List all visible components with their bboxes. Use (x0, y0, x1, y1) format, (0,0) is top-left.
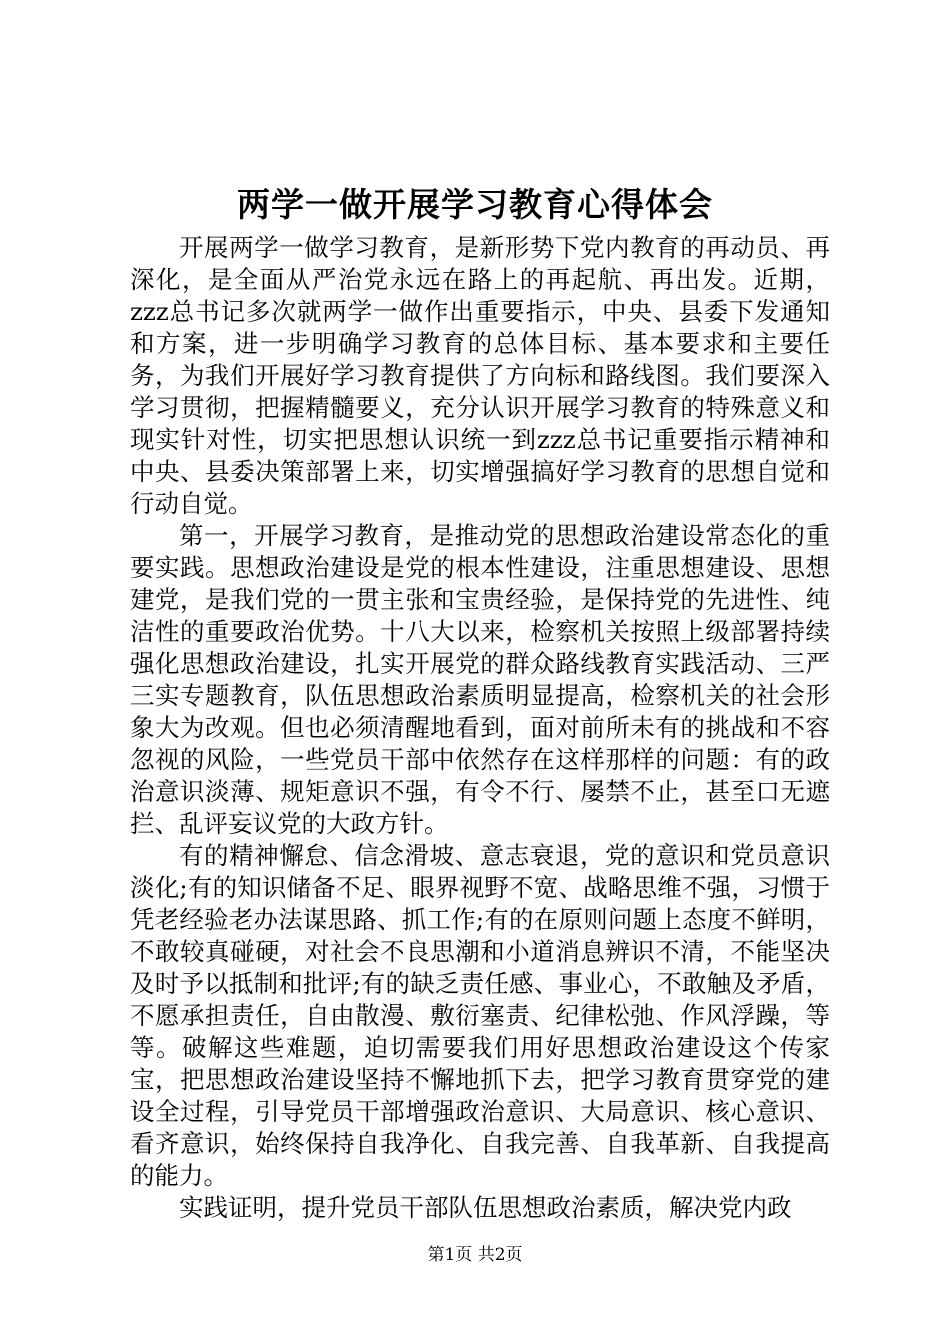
paragraph-2: 第一，开展学习教育，是推动党的思想政治建设常态化的重要实践。思想政治建设是党的根本性建设，注重思想建设、思想建党，是我们党的一贯主张和宝贵经验，是保持党的先进性、纯洁性的重要政治优势。十八大以来，检察机关按照上级部署持续强化思想政治建设，扎实开展党的群众路线教育实践活动、三严三实专题教育，队伍思想政治素质明显提高，检察机关的社会形象大为改观。但也必须清醒地看到，面对前所未有的挑战和不容忽视的风险，一些党员干部中依然存在这样那样的问题：有的政治意识淡薄、规矩意识不强，有令不行、屡禁不止，甚至口无遮拦、乱评妄议党的大政方针。 (130, 521, 830, 838)
document-body (130, 232, 830, 1224)
paragraph-1: 开展两学一做学习教育，是新形势下党内教育的再动员、再深化，是全面从严治党永远在路上的再起航、再出发。近期，zzz总书记多次就两学一做作出重要指示，中央、县委下发通知和方案，进一步明确学习教育的总体目标、基本要求和主要任务，为我们开展好学习教育提供了方向标和路线图。我们要深入学习贯彻，把握精髓要义，充分认识开展学习教育的特殊意义和现实针对性，切实把思想认识统一到zzz总书记重要指示精神和中央、县委决策部署上来，切实增强搞好学习教育的思想自觉和行动自觉。 (130, 233, 830, 518)
paragraph-4: 实践证明，提升党员干部队伍思想政治素质，解决党内政 (179, 1193, 792, 1222)
document-title: 两学一做开展学习教育心得体会 (237, 185, 713, 224)
page-footer: 第1页 共2页 (427, 1245, 523, 1265)
paragraph-3: 有的精神懈怠、信念滑坡、意志衰退，党的意识和党员意识淡化;有的知识储备不足、眼界视野不宽、战略思维不强，习惯于凭老经验老办法谋思路、抓工作;有的在原则问题上态度不鲜明，不敢较真碰硬，对社会不良思潮和小道消息辨识不清，不能坚决及时予以抵制和批评;有的缺乏责任感、事业心，不敢触及矛盾，不愿承担责任，自由散漫、敷衍塞责、纪律松弛、作风浮躁，等等。破解这些难题，迫切需要我们用好思想政治建设这个传家宝，把思想政治建设坚持不懈地抓下去，把学习教育贯穿党的建设全过程，引导党员干部增强政治意识、大局意识、核心意识、看齐意识，始终保持自我净化、自我完善、自我革新、自我提高的能力。 (130, 841, 830, 1190)
